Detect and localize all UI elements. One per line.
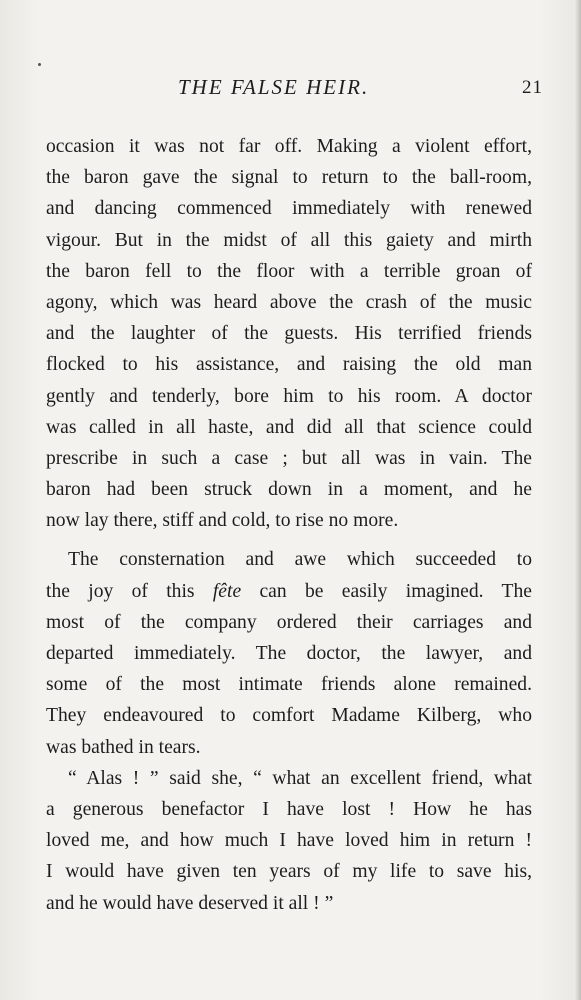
text-line: They endeavoured to comfort Madame Kilberg, who: [46, 705, 532, 727]
text-line: was bathed in tears.: [46, 736, 201, 758]
text-line: baron had been struck down in a moment, and he: [46, 479, 532, 501]
text-line: loved me, and how much I have loved him in return !: [46, 830, 532, 852]
text-line: I would have given ten years of my life to save his,: [46, 861, 532, 883]
italic-word: fête: [212, 580, 242, 602]
text-line: some of the most intimate friends alone remained.: [46, 674, 532, 696]
page-header: [0, 75, 581, 105]
paragraph: [46, 544, 532, 762]
text-line: The consternation and awe which succeeded to: [68, 549, 532, 571]
text-line: departed immediately. The doctor, the lawyer, and: [46, 643, 532, 664]
text-line: agony, which was heard above the crash of the music: [46, 291, 532, 313]
text-line: prescribe in such a case ; but all was in vain. The: [46, 447, 532, 469]
text-line: most of the company ordered their carriages and: [46, 611, 532, 633]
text-line: a generous benefactor I have lost ! How he has: [46, 798, 532, 820]
text-line: the baron gave the signal to return to the ball-room,: [46, 167, 532, 189]
text-line: now lay there, stiff and cold, to rise no more.: [46, 510, 399, 532]
text-line: and the laughter of the guests. His terrified friends: [46, 323, 532, 345]
page-number: 21: [522, 77, 543, 98]
paragraph: [46, 763, 532, 919]
running-title: THE FALSE HEIR.: [178, 75, 370, 99]
text-line: and he would have deserved it all ! ”: [46, 892, 334, 914]
paragraph-gap: [46, 536, 532, 544]
text-line: “ Alas ! ” said she, “ what an excellent friend, what: [68, 767, 532, 789]
text-line: vigour. But in the midst of all this gaiety and mirth: [46, 229, 532, 251]
page-edge-shadow: [575, 0, 581, 1000]
text-line: flocked to his assistance, and raising the old man: [46, 354, 532, 376]
print-speck: [38, 63, 41, 66]
text-line: was called in all haste, and did all that science could: [46, 416, 532, 438]
text-line: the joy of this fête can be easily imagined. The: [46, 580, 532, 602]
paragraph: [46, 131, 532, 536]
text-line: gently and tenderly, bore him to his room. A doctor: [46, 385, 532, 407]
text-line: occasion it was not far off. Making a violent effort,: [46, 136, 532, 157]
text-line: and dancing commenced immediately with renewed: [46, 198, 532, 220]
body-text: [46, 131, 532, 919]
text-line: the baron fell to the floor with a terrible groan of: [46, 260, 532, 282]
